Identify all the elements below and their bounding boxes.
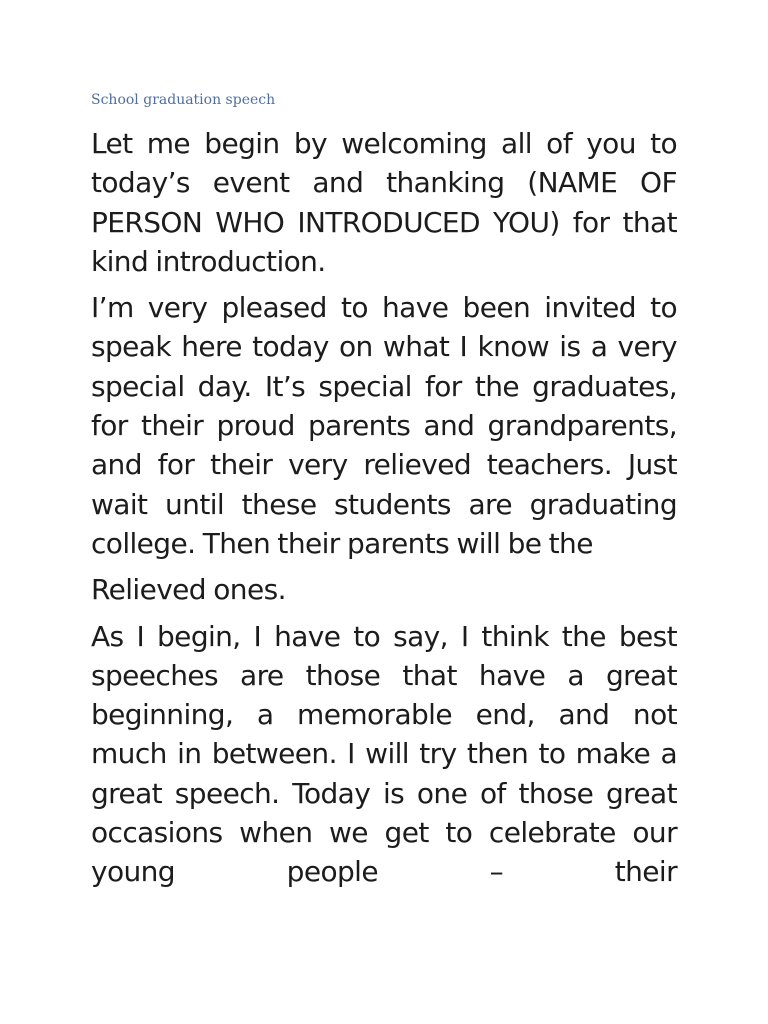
paragraph-relieved-ones: Relieved ones. [91,573,286,607]
paragraph-introduction: Let me begin by welcoming all of you to today’s event and thanking (NAME OF PERSON WHO INTRODUCED YOU) for that kind introduction. [91,127,677,278]
document-heading: School graduation speech [91,92,276,108]
paragraph-best-speeches: As I begin, I have to say, I think the best speeches are those that have a great beginning, a memorable end, and not much in between. I will try then to make a great speech. Today is one of those great occasions when we get to celebrate our young people – their [91,619,677,889]
paragraph-special-day: I’m very pleased to have been invited to speak here today on what I know is a very special day. It’s special for the graduates, for their proud parents and grandparents, and for their very relieved teachers. Just wait until these students are graduating college. Then their parents will be the [91,291,677,560]
document-body [91,124,677,899]
